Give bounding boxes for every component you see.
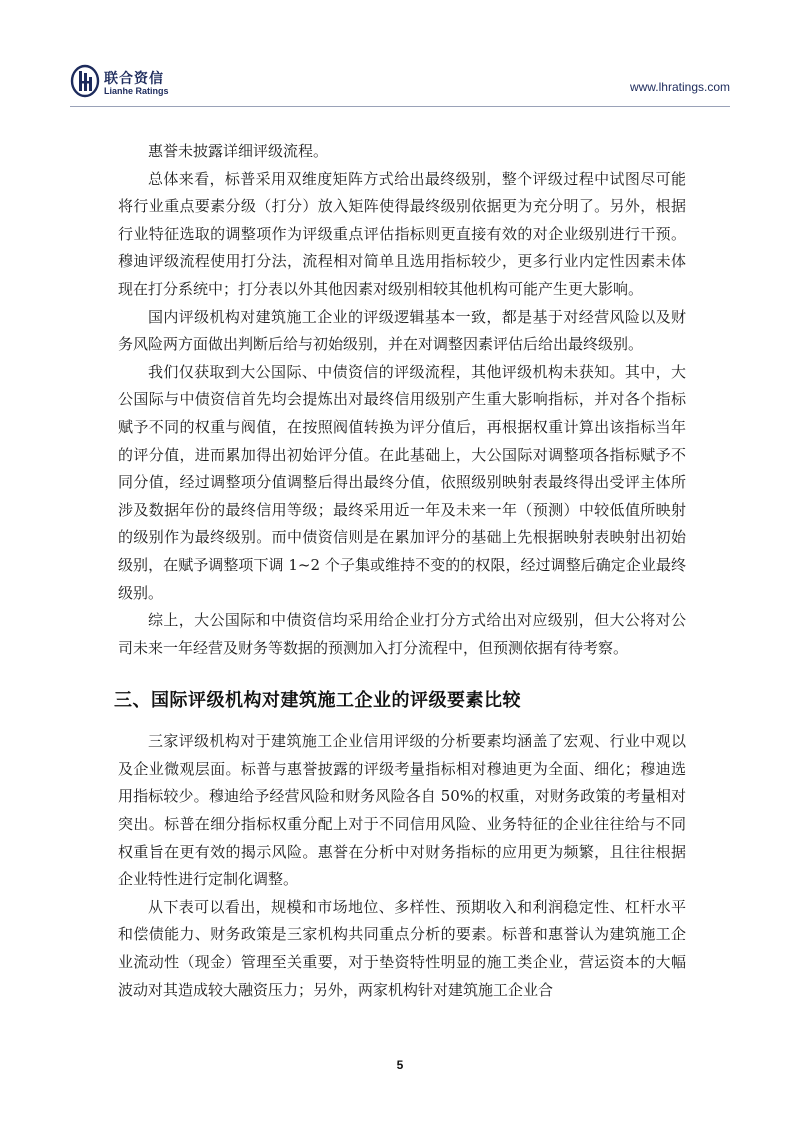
section-heading: 三、国际评级机构对建筑施工企业的评级要素比较 bbox=[114, 690, 521, 712]
paragraph: 从下表可以看出，规模和市场地位、多样性、预期收入和利润稳定性、杠杆水平和偿债能力、财务政策是三家机构共同重点分析的要素。标普和惠誉认为建筑施工企业流动性（现金）管理至关重要，对于垫资特性明显的施工类企业，营运资本的大幅波动对其造成较大融资压力；另外，两家机构针对建筑施工企业合 bbox=[118, 897, 686, 999]
paragraph: 三家评级机构对于建筑施工企业信用评级的分析要素均涵盖了宏观、行业中观以及企业微观层面。标普与惠誉披露的评级考量指标相对穆迪更为全面、细化；穆迪选用指标较少。穆迪给予经营风险和财务风险各自 50%的权重，对财务政策的考量相对突出。标普在细分指标权重分配上对于不同信用风险、业务特征的企业往往给与不同权重旨在更有效的揭示风险。惠誉在分析中对财务指标的应用更为频繁，且往往根据企业特性进行定制化调整。 bbox=[118, 732, 686, 889]
paragraph: 惠誉未披露详细评级流程。 bbox=[148, 142, 329, 160]
page-body bbox=[114, 138, 686, 1004]
page-number: 5 bbox=[396, 1058, 404, 1072]
paragraph: 国内评级机构对建筑施工企业的评级逻辑基本一致，都是基于对经营风险以及财务风险两方面做出判断后给与初始级别，并在对调整因素评估后给出最终级别。 bbox=[118, 307, 686, 354]
page-header bbox=[0, 0, 800, 120]
logo-mark-icon bbox=[70, 64, 100, 98]
paragraph: 综上，大公国际和中债资信均采用给企业打分方式给出对应级别，但大公将对公司未来一年经营及财务等数据的预测加入打分流程中，但预测依据有待考察。 bbox=[118, 611, 686, 657]
header-divider bbox=[70, 106, 730, 107]
logo-english-name: Lianhe Ratings bbox=[104, 86, 169, 96]
paragraph: 我们仅获取到大公国际、中债资信的评级流程，其他评级机构未获知。其中，大公国际与中债资信首先均会提炼出对最终信用级别产生重大影响指标，并对各个指标赋予不同的权重与阀值，在按照阀值转换为评分值后，再根据权重计算出该指标当年的评分值，进而累加得出初始评分值。在此基础上，大公国际对调整项各指标赋予不同分值，经过调整项分值调整后得出最终分值，依照级别映射表最终得出受评主体所涉及数据年份的最终信用等级；最终采用近一年及未来一年（预测）中较低值所映射的级别作为最终级别。而中债资信则是在累加评分的基础上先根据映射表映射出初始级别，在赋予调整项下调 1~2 个子集或维持不变的的权限，经过调整后确定企业最终级别。 bbox=[118, 362, 686, 602]
lianhe-logo bbox=[70, 64, 190, 104]
logo-chinese-name: 联合资信 bbox=[104, 71, 164, 87]
website-url[interactable]: www.lhratings.com bbox=[629, 80, 730, 94]
paragraph: 总体来看，标普采用双维度矩阵方式给出最终级别，整个评级过程中试图尽可能将行业重点要素分级（打分）放入矩阵使得最终级别依据更为充分明了。另外，根据行业特征选取的调整项作为评级重点评估指标则更直接有效的对企业级别进行干预。穆迪评级流程使用打分法，流程相对简单且选用指标较少，更多行业内定性因素未体现在打分系统中；打分表以外其他因素对级别相较其他机构可能产生更大影响。 bbox=[118, 169, 686, 298]
